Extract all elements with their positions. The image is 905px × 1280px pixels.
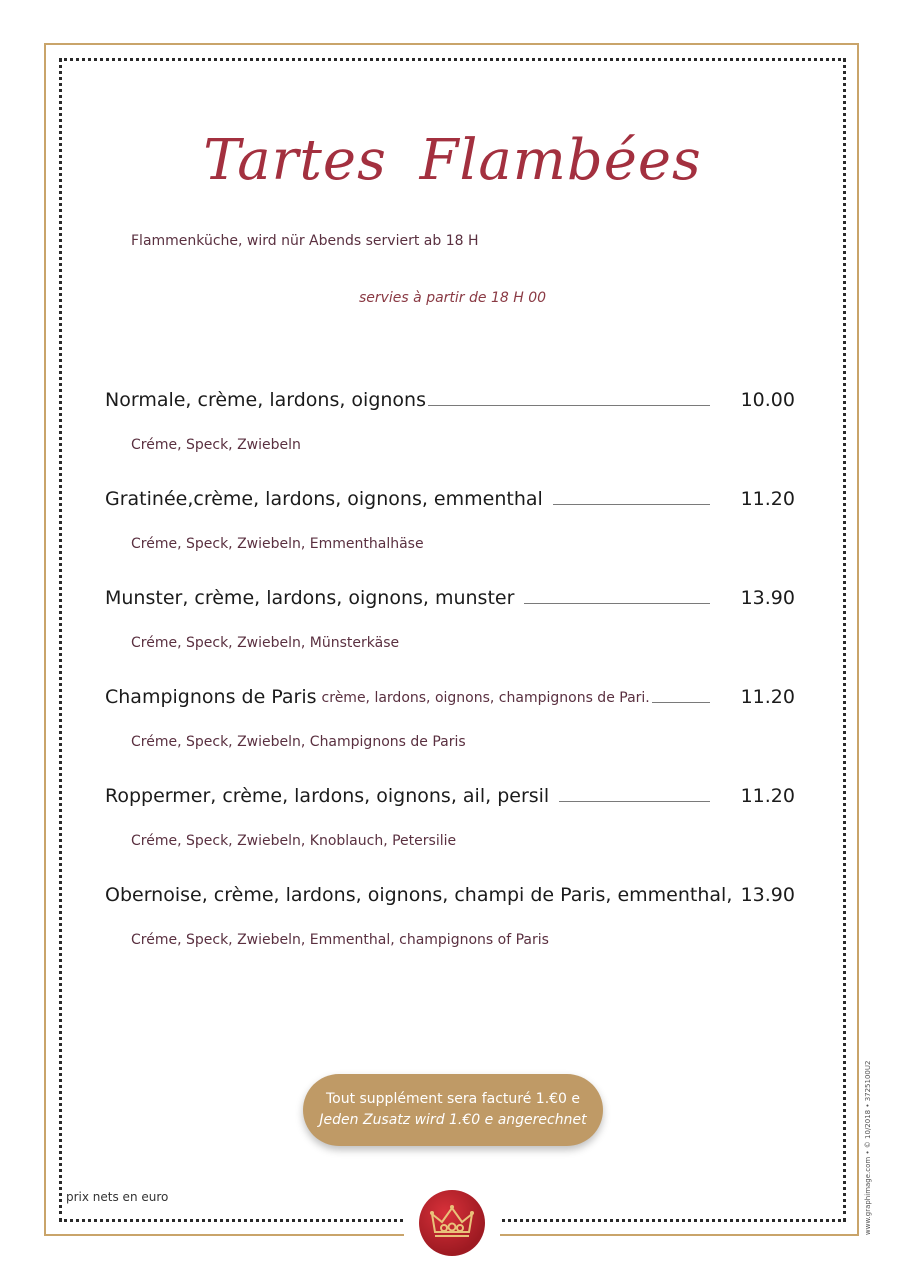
page-title: Tartes Flambées [203, 128, 702, 193]
crown-badge [419, 1190, 485, 1256]
menu-item-price: 10.00 [740, 389, 795, 411]
menu-item-description: Créme, Speck, Zwiebeln, Emmenthalhäse [131, 536, 424, 552]
menu-item-price: 11.20 [740, 686, 795, 708]
menu-item-extra: crème, lardons, oignons, champignons de Pari. [321, 690, 650, 706]
menu-item-row [105, 678, 795, 708]
menu-item-description: Créme, Speck, Zwiebeln, Münsterkäse [131, 635, 400, 651]
menu-list [0, 381, 905, 975]
menu-item-name: Obernoise, crème, lardons, oignons, champi de Paris, emmenthal, [105, 884, 733, 906]
menu-item-name: Gratinée,crème, lardons, oignons, emmenthal [105, 488, 543, 510]
menu-item-row [105, 777, 795, 807]
dot-leader [559, 801, 710, 802]
menu-item-name: Champignons de Paris [105, 686, 317, 708]
subtitle-french: servies à partir de 18 H 00 [358, 290, 547, 306]
menu-item [0, 777, 905, 876]
supplement-german: Jeden Zusatz wird 1.€0 e angerechnet [319, 1112, 587, 1128]
menu-item [0, 876, 905, 975]
dot-leader [652, 702, 710, 703]
dot-leader [553, 504, 710, 505]
crown-icon [427, 1202, 477, 1242]
menu-item-price: 13.90 [740, 884, 795, 906]
menu-item [0, 678, 905, 777]
supplement-notice [303, 1074, 603, 1146]
menu-item-row [105, 381, 795, 411]
menu-item-description: Créme, Speck, Zwiebeln, Emmenthal, champignons of Paris [131, 932, 549, 948]
supplement-french: Tout supplément sera facturé 1.€0 e [325, 1091, 581, 1107]
menu-item [0, 381, 905, 480]
menu-item-row [105, 480, 795, 510]
menu-item-price: 11.20 [740, 488, 795, 510]
credit-text: www.graphimage.com • © 10/2018 • 3725100U2 [864, 1060, 872, 1235]
menu-item [0, 579, 905, 678]
menu-item-name: Normale, crème, lardons, oignons [105, 389, 426, 411]
menu-item-row [105, 579, 795, 609]
menu-item-name: Roppermer, crème, lardons, oignons, ail, persil [105, 785, 550, 807]
menu-item-price: 13.90 [740, 587, 795, 609]
prices-note: prix nets en euro [66, 1190, 169, 1204]
subtitle-german: Flammenküche, wird nür Abends serviert ab 18 H [131, 233, 479, 249]
dot-leader [524, 603, 710, 604]
menu-item [0, 480, 905, 579]
menu-item-description: Créme, Speck, Zwiebeln, Champignons de Paris [131, 734, 466, 750]
menu-item-name: Munster, crème, lardons, oignons, munster [105, 587, 515, 609]
menu-item-row [105, 876, 795, 906]
dot-leader [428, 405, 710, 406]
menu-item-description: Créme, Speck, Zwiebeln, Knoblauch, Petersilie [131, 833, 457, 849]
menu-item-price: 11.20 [740, 785, 795, 807]
menu-item-description: Créme, Speck, Zwiebeln [131, 437, 301, 453]
